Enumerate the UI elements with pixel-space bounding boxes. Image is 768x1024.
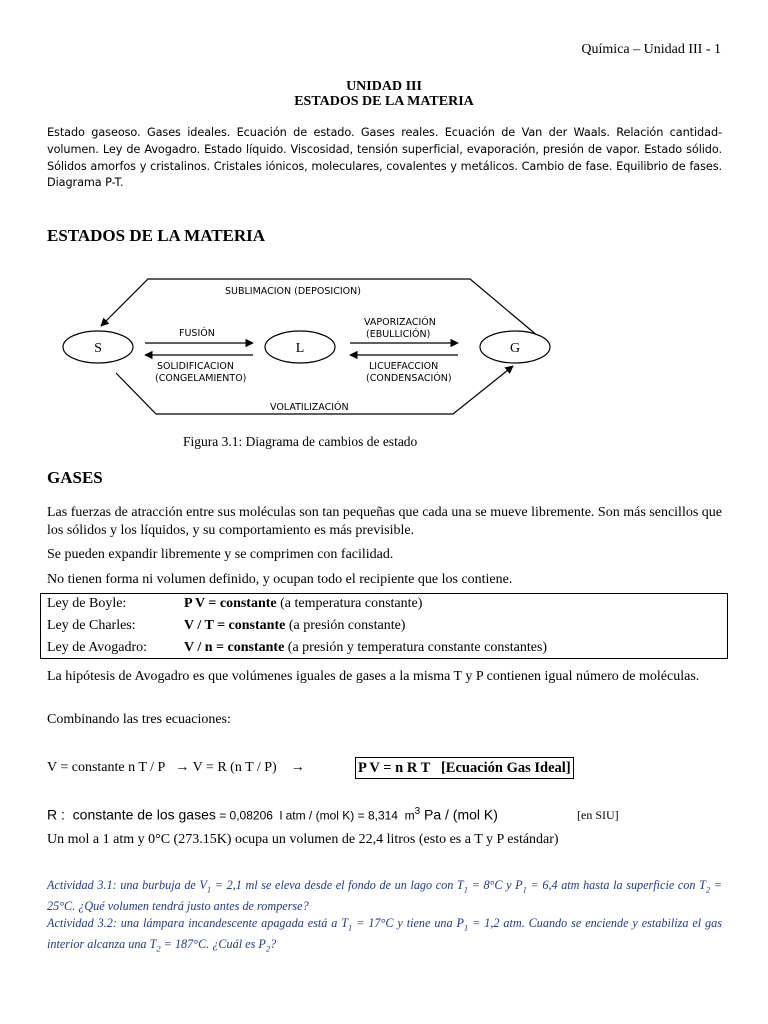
avogadro-hypothesis-paragraph: La hipótesis de Avogadro es que volúmenes iguales de gases a la misma T y P contienen igual número de moléculas. [47,669,700,684]
figure-caption: Figura 3.1: Diagrama de cambios de estado [183,434,418,449]
section-heading-gases: GASES [47,468,103,487]
solidification-label: SOLIDIFICACION [157,361,234,372]
vaporization-label: VAPORIZACIÓN [364,317,436,328]
liquefaction-sub-label: (CONDENSACIÓN) [366,373,452,384]
derivation-line: V = constante n T / P → V = R (n T / P) → [47,760,305,775]
liquid-label: L [295,341,305,356]
law-name: Ley de Charles: [47,618,136,633]
topics-summary: Estado gaseoso. Gases ideales. Ecuación de estado. Gases reales. Ecuación de Van der Waals. Relación cantidad-volumen. Ley de Avogadro. Estado líquido. Viscosidad, tensión superficial, evaporación, presión de vapor. Estado sólido. Sólidos amorfos y cristalinos. Cristales iónicos, moleculares, covalentes y metálicos. Cambio de fase. Equilibrio de fases. Diagrama P-T. [47,126,722,190]
gas-laws-box [40,593,728,659]
law-name: Ley de Avogadro: [47,640,148,655]
gases-paragraph-2: Se pueden expandir libremente y se comprimen con facilidad. [47,547,394,562]
law-equation: P V = constante (a temperatura constante) [184,596,423,611]
sublimation-label: SUBLIMACION (DEPOSICION) [225,286,361,297]
vaporization-sub-label: (EBULLICIÓN) [366,329,431,340]
gas-label: G [509,341,521,356]
law-equation: V / T = constante (a presión constante) [184,618,406,633]
fusion-label: FUSIÓN [179,328,215,339]
activity-3-1: Actividad 3.1: una burbuja de $V_1 = 2,1$ ml se eleva desde el fondo de un lago con $T_1 = 8^\circ C$ y $P_1 = 6,4$ atm hasta la superficie con $T_2 = 25^\circ C$. ¿Qué volumen tendrá justo antes de romperse? [47,878,722,914]
liquefaction-label: LICUEFACCION [369,361,439,372]
solidification-sub-label: (CONGELAMIENTO) [155,373,247,384]
solid-label: S [94,341,102,356]
gases-paragraph-1: Las fuerzas de atracción entre sus moléculas son tan pequeñas que cada una se mueve libremente. Son más sencillos que los sólidos y los líquidos, y su comportamiento es más previsible. [47,505,722,538]
unit-number-title: UNIDAD III [346,79,422,94]
law-name: Ley de Boyle: [47,596,127,611]
section-heading-states: ESTADOS DE LA MATERIA [47,226,266,245]
gas-constant-line: R : constante de los gases = 0,08206 l atm / (mol K) = 8,314 $m^3$ Pa / (mol K) [47,806,498,823]
molar-volume-paragraph: Un mol a 1 atm y 0°C (273.15K) ocupa un volumen de 22,4 litros (esto es a T y P estándar) [47,832,559,847]
law-equation: V / n = constante (a presión y temperatura constante constantes) [184,640,548,655]
volatilization-label: VOLATILIZACIÓN [270,402,349,413]
si-units-note: [en SIU] [577,808,619,822]
running-header: Química – Unidad III - 1 [581,42,721,57]
unit-subject-title: ESTADOS DE LA MATERIA [294,94,474,109]
activity-3-2: Actividad 3.2: una lámpara incandescente apagada está a $T_1 = 17^\circ C$ y tiene una $P_1 = 1,2$ atm. Cuando se enciende y estabiliza el gas interior alcanza una $T_2 = 187^\circ C$. ¿Cuál es $P_2$? [47,916,722,954]
gases-paragraph-3: No tienen forma ni volumen definido, y ocupan todo el recipiente que los contiene. [47,572,513,587]
combining-paragraph: Combinando las tres ecuaciones: [47,712,231,727]
ideal-gas-equation: P V = n R T [Ecuación Gas Ideal] [355,757,574,779]
phase-change-diagram [0,270,768,430]
